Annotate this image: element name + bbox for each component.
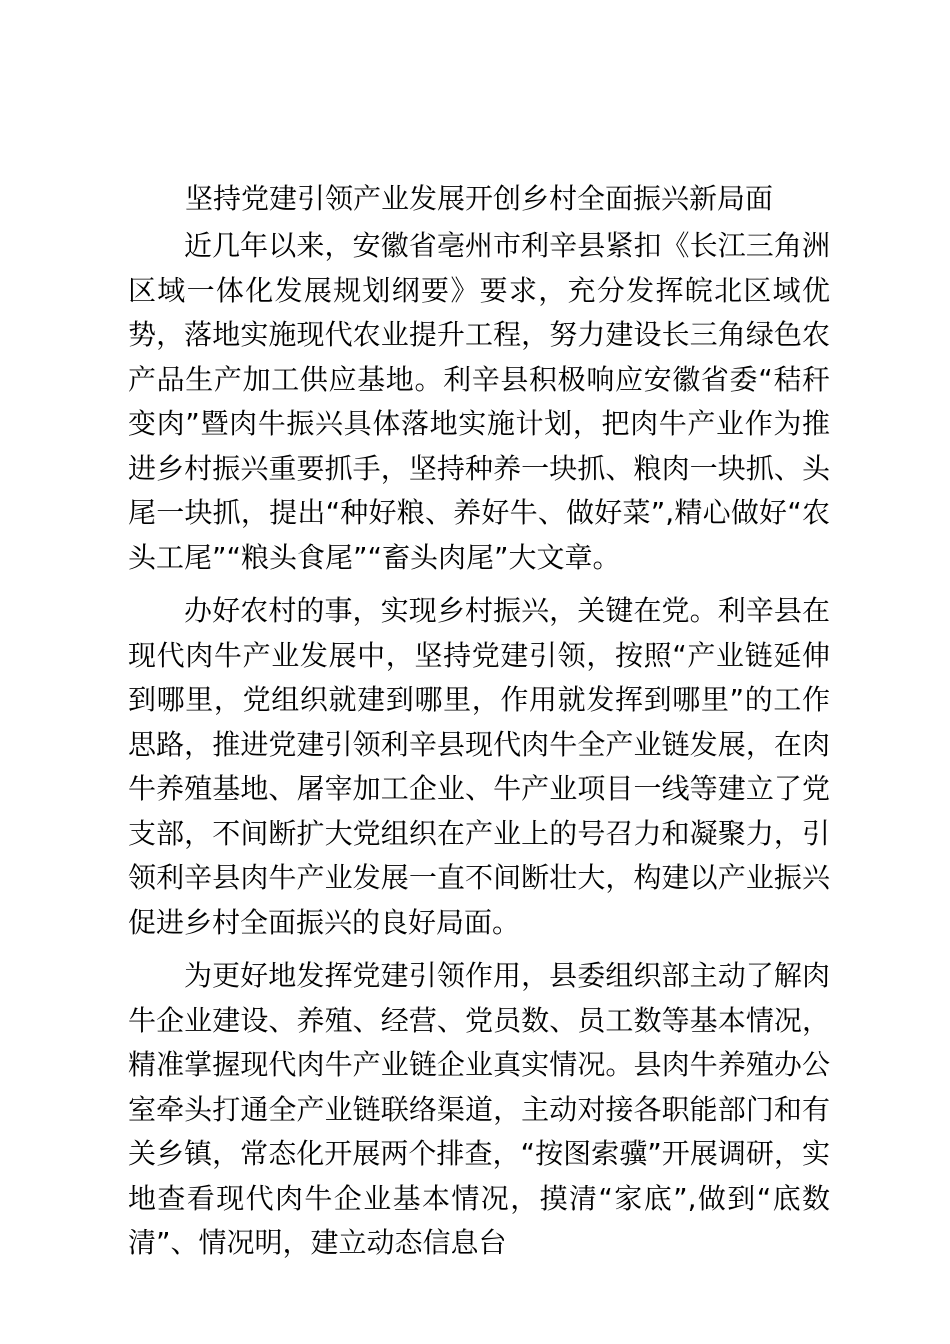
paragraph-3: 为更好地发挥党建引领作用，县委组织部主动了解肉牛企业建设、养殖、经营、党员数、员工数等基本情况，精准掌握现代肉牛产业链企业真实情况。县肉牛养殖办公室牵头打通全产业链联络渠道，主动对接各职能部门和有关乡镇，常态化开展两个排查，“按图索骥”开展调研，实地查看现代肉牛企业基本情况，摸清“家底”,做到“底数清”、情况明，建立动态信息台: [128, 959, 830, 1259]
paragraph-1: 近几年以来，安徽省亳州市利辛县紧扣《长江三角洲区域一体化发展规划纲要》要求，充分发挥皖北区域优势，落地实施现代农业提升工程，努力建设长三角绿色农产品生产加工供应基地。利辛县积极响应安徽省委“秸秆变肉”暨肉牛振兴具体落地实施计划，把肉牛产业作为推进乡村振兴重要抓手，坚持种养一块抓、粮肉一块抓、头尾一块抓，提出“种好粮、养好牛、做好菜”,精心做好“农头工尾”“粮头食尾”“畜头肉尾”大文章。: [128, 229, 830, 574]
document-title: 坚持党建引领产业发展开创乡村全面振兴新局面: [184, 182, 773, 215]
document-body: [128, 224, 830, 1275]
paragraph-2: 办好农村的事，实现乡村振兴，关键在党。利辛县在现代肉牛产业发展中，坚持党建引领，按照“产业链延伸到哪里，党组织就建到哪里，作用就发挥到哪里”的工作思路，推进党建引领利辛县现代肉牛全产业链发展，在肉牛养殖基地、屠宰加工企业、牛产业项目一线等建立了党支部，不间断扩大党组织在产业上的号召力和凝聚力，引领利辛县肉牛产业发展一直不间断壮大，构建以产业振兴促进乡村全面振兴的良好局面。: [128, 594, 830, 939]
